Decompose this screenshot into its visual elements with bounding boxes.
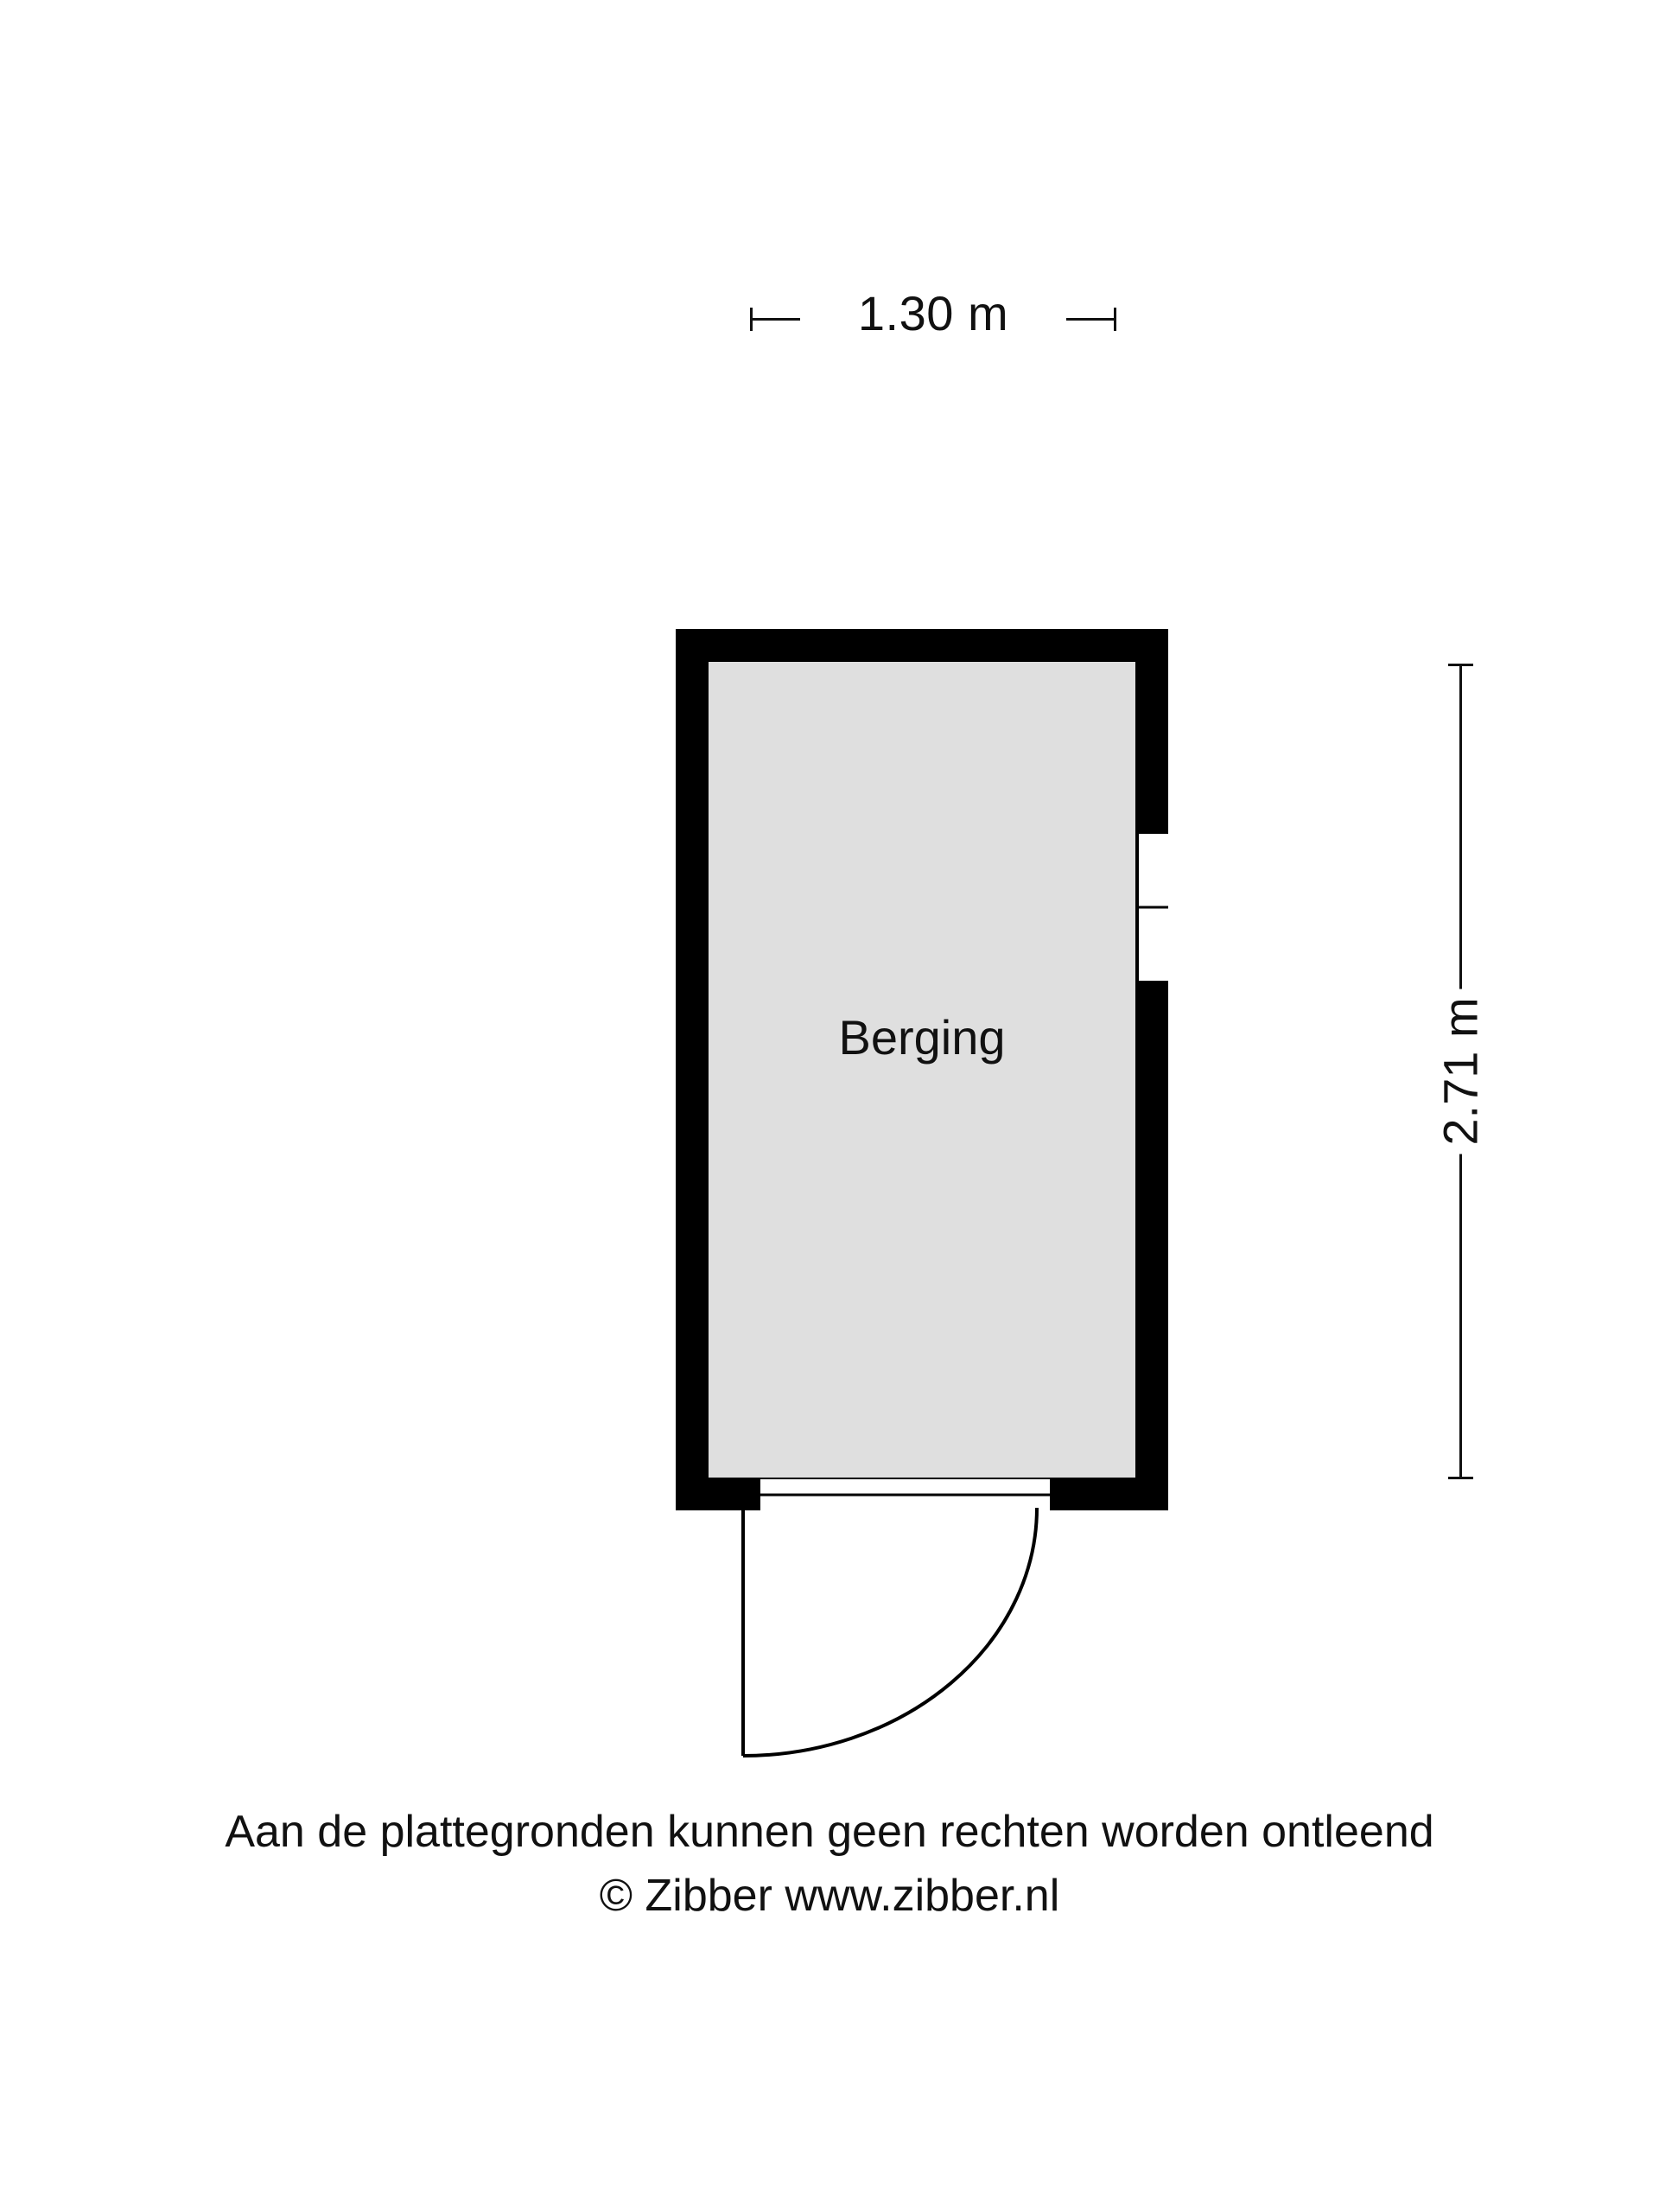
footer-disclaimer: Aan de plattegronden kunnen geen rechten worden ontleend: [225, 1807, 1434, 1857]
width-dimension-cap-right: [1114, 308, 1116, 331]
footer-copyright: © Zibber www.zibber.nl: [599, 1871, 1060, 1921]
width-dimension-label: 1.30 m: [857, 286, 1009, 340]
room-berging: [676, 629, 1168, 1510]
footer: [0, 1806, 1659, 1922]
room-floor: [709, 662, 1135, 1478]
window-pane-line: [1139, 906, 1168, 909]
height-dimension-cap-bottom: [1448, 1477, 1473, 1479]
room-label: Berging: [838, 1010, 1006, 1065]
door-pane-line: [760, 1494, 1050, 1497]
door-swing-icon: [739, 1503, 1050, 1763]
width-dimension-bar-left: [750, 318, 800, 321]
width-dimension-bar-right: [1066, 318, 1116, 321]
width-dimension: [726, 285, 1141, 363]
window-icon: [1139, 830, 1168, 985]
height-dimension-label: 2.71 m: [1427, 988, 1494, 1154]
height-dimension: [1408, 657, 1512, 1486]
